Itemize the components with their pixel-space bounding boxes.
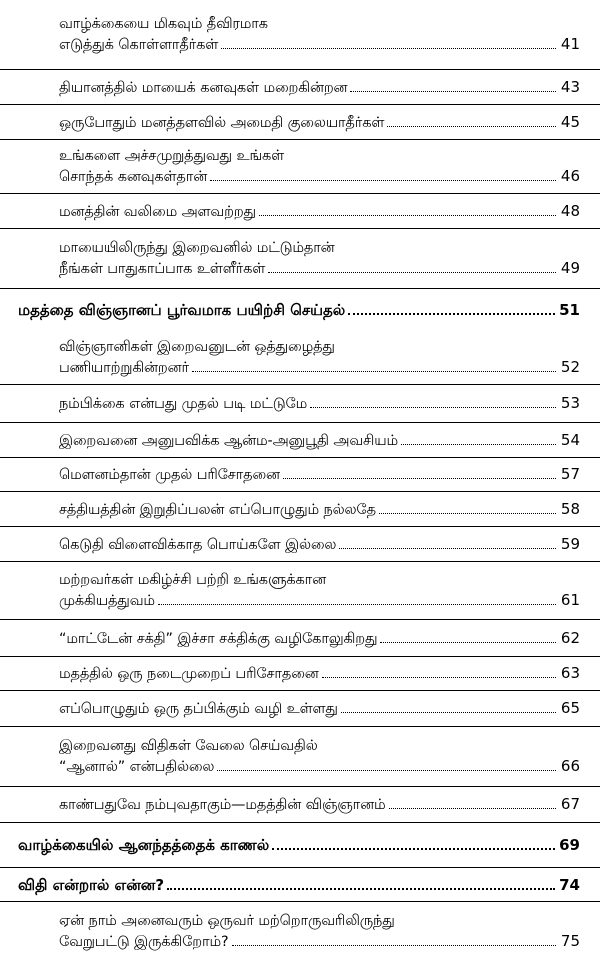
toc-entry [0,384,600,422]
page-number: 41 [560,35,580,53]
toc-chapter [0,822,600,867]
entry-text: சத்தியத்தின் இறுதிப்பலன் எப்பொழுதும் நல்லதே [59,501,376,518]
dot-leader [232,945,556,946]
toc-entry [0,422,600,457]
toc-entry [0,104,600,139]
entry-text: எடுத்துக் கொள்ளாதீர்கள் [59,37,219,53]
page-number: 54 [560,430,580,449]
page-number: 67 [560,795,580,813]
page-number: 45 [560,112,580,131]
entry-text-line1: ஏன் நாம் அனைவரும் ஒருவர் மற்றொருவரிலிருந்து [59,913,395,929]
dot-leader [339,548,556,549]
page-number: 57 [560,465,580,483]
toc-entry [0,786,600,822]
dot-leader [322,677,556,678]
toc-entry [0,330,600,384]
page-number: 74 [559,875,580,894]
page-number: 48 [560,201,580,220]
entry-text: இறைவனை அனுபவிக்க ஆன்ம-அனுபூதி அவசியம் [59,432,398,449]
page-number: 58 [560,499,580,518]
entry-text-line1: மாயையிலிருந்து இறைவனில் மட்டும்தான் [59,240,335,256]
entry-text-line1: விஞ்ஞானிகள் இறைவனுடன் ஒத்துழைத்து [59,338,335,355]
page-number: 66 [560,757,580,775]
entry-text: சொந்தக் கனவுகள்தான் [59,169,208,185]
page-number: 75 [560,932,580,950]
toc-entry [0,139,600,193]
toc-entry [0,69,600,104]
toc-entry [0,526,600,561]
entry-text: பணியாற்றுகின்றனர் [59,359,189,376]
entry-text: மதத்தில் ஒரு நடைமுறைப் பரிசோதனை [59,666,319,682]
page-number: 62 [560,628,580,647]
entry-text: தியானத்தில் மாயைக் கனவுகள் மறைகின்றன [59,79,348,96]
dot-leader [380,642,556,643]
toc-entry [0,193,600,228]
dot-leader [167,888,555,890]
toc-chapter [0,867,600,901]
entry-text-line1: உங்களை அச்சமுறுத்துவது உங்கள் [59,148,285,164]
dot-leader [268,272,556,273]
entry-text-line1: வாழ்க்கையை மிகவும் தீவிரமாக [59,16,268,32]
page-number: 51 [559,300,580,319]
entry-text: முக்கியத்துவம் [59,593,155,609]
dot-leader [272,848,555,850]
toc-entry [0,726,600,786]
toc-entry [0,656,600,690]
entry-text: நம்பிக்கை என்பது முதல் படி மட்டுமே [59,396,308,412]
entry-text: காண்பதுவே நம்புவதாகும்—மதத்தின் விஞ்ஞானம் [59,797,386,813]
toc-entry [0,901,600,961]
toc-entry [0,491,600,526]
dot-leader [221,48,556,49]
dot-leader [158,604,556,605]
page-number: 49 [560,259,580,277]
toc-entry [0,690,600,726]
entry-text: எப்பொழுதும் ஒரு தப்பிக்கும் வழி உள்ளது [59,701,338,717]
entry-text: கெடுதி விளைவிக்காத பொய்களே இல்லை [59,536,337,553]
chapter-title: விதி என்றால் என்ன? [18,875,165,894]
page-number: 52 [560,357,580,376]
entry-text-line1: மற்றவர்கள் மகிழ்ச்சி பற்றி உங்களுக்கான [59,572,327,588]
entry-text: நீங்கள் பாதுகாப்பாக உள்ளீர்கள் [59,261,266,277]
dot-leader [217,770,556,771]
dot-leader [192,371,556,372]
entry-text-line1: இறைவனது விதிகள் வேலை செய்வதில் [59,738,318,754]
toc-entry [0,619,600,656]
dot-leader [210,180,556,181]
entry-text: மனத்தின் வலிமை அளவற்றது [59,203,256,220]
entry-text: வேறுபட்டு இருக்கிறோம்? [59,934,229,950]
toc-entry [0,561,600,619]
chapter-title: மதத்தை விஞ்ஞானப் பூர்வமாக பயிற்சி செய்தல் [18,300,346,319]
page-number: 63 [560,664,580,682]
toc-entry [0,228,600,288]
dot-leader [310,407,556,408]
toc-entry [0,457,600,491]
page-number: 53 [560,394,580,412]
dot-leader [283,478,556,479]
dot-leader [379,513,556,514]
entry-text: “மாட்டேன் சக்தி” இச்சா சக்திக்கு வழிகோலுகிறது [59,630,378,647]
dot-leader [350,91,556,92]
dot-leader [401,444,556,445]
chapter-title: வாழ்க்கையில் ஆனந்தத்தைக் காணல் [18,836,270,854]
dot-leader [341,712,556,713]
page-number: 69 [559,836,580,854]
entry-text: ஒருபோதும் மனத்தளவில் அமைதி குலையாதீர்கள் [59,114,385,131]
page-number: 65 [560,699,580,717]
toc-chapter [0,288,600,330]
entry-text: “ஆனால்” என்பதில்லை [59,759,215,775]
entry-text: மௌனம்தான் முதல் பரிசோதனை [59,467,280,483]
dot-leader [259,215,556,216]
page-number: 43 [560,77,580,96]
page-number: 59 [560,534,580,553]
dot-leader [389,808,557,809]
toc-entry [0,0,600,69]
page-number: 61 [560,591,580,609]
page-number: 46 [560,167,580,185]
dot-leader [348,313,555,315]
dot-leader [387,126,556,127]
